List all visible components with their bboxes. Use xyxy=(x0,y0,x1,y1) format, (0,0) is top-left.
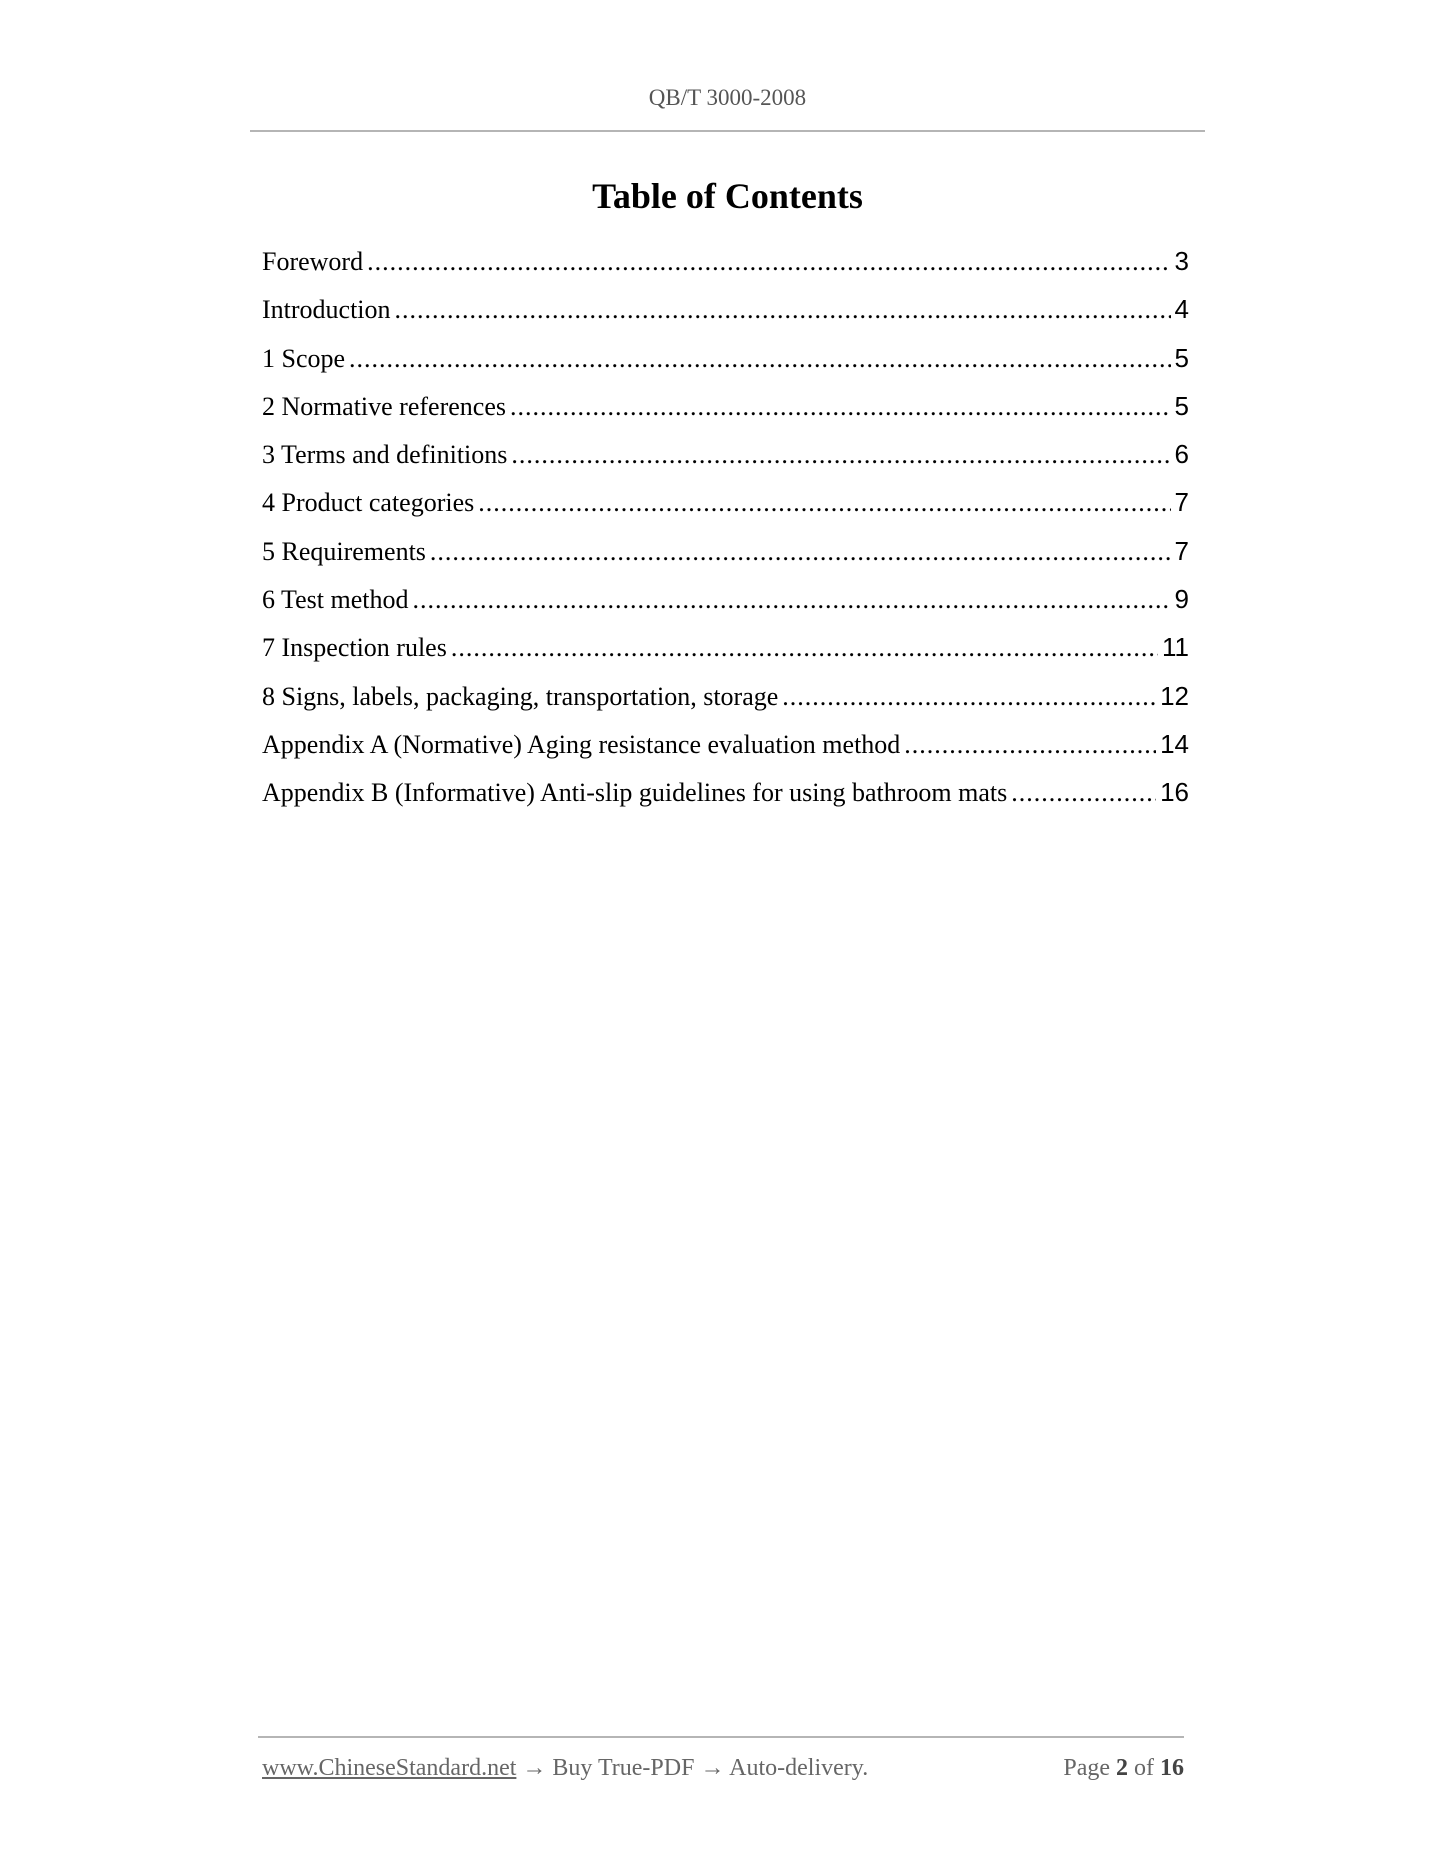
toc-entry-text: 6 Test method xyxy=(262,585,409,615)
toc-entry-text: 8 Signs, labels, packaging, transportation, storage xyxy=(262,681,779,711)
toc-entry-page: 14 xyxy=(1160,728,1189,759)
toc-dot-leader xyxy=(782,677,1156,717)
page-number xyxy=(1063,1755,1184,1782)
toc-entry-normative-references[interactable] xyxy=(262,386,1189,434)
toc-entry-page: 5 xyxy=(1174,342,1189,373)
toc-entry-text: 7 Inspection rules xyxy=(262,633,447,663)
toc-dot-leader xyxy=(904,725,1156,765)
toc-dot-leader xyxy=(511,435,1170,475)
toc-entry-page: 11 xyxy=(1162,632,1189,663)
toc-dot-leader xyxy=(430,532,1171,572)
toc-entry-text: Appendix A (Normative) Aging resistance evaluation method xyxy=(262,729,901,759)
toc-entry-text: 5 Requirements xyxy=(262,536,426,566)
delivery-text: Auto-delivery. xyxy=(729,1755,869,1781)
toc-entry-text: Foreword xyxy=(262,247,364,276)
arrow-right-icon: → xyxy=(700,1755,725,1781)
toc-dot-leader xyxy=(1011,773,1156,813)
toc-entry-page: 7 xyxy=(1174,535,1189,566)
footer-divider xyxy=(258,1736,1184,1738)
footer-promo xyxy=(262,1755,868,1782)
buy-text: Buy True-PDF xyxy=(552,1755,695,1781)
toc-entry-text: 3 Terms and definitions xyxy=(262,440,508,470)
page-of: of xyxy=(1134,1755,1154,1781)
toc-entry-product-categories[interactable] xyxy=(262,482,1189,530)
page-total: 16 xyxy=(1160,1755,1184,1781)
toc-entry-test-method[interactable] xyxy=(262,579,1189,627)
toc-entry-page: 16 xyxy=(1160,777,1189,808)
toc-title: Table of Contents xyxy=(592,176,863,216)
toc-entry-terms-and-definitions[interactable] xyxy=(262,434,1189,482)
toc-entry-text: 4 Product categories xyxy=(262,488,475,518)
page-current: 2 xyxy=(1116,1755,1128,1781)
website-link[interactable]: www.ChineseStandard.net xyxy=(262,1755,517,1781)
page-label: Page xyxy=(1063,1755,1110,1781)
toc-entry-scope[interactable] xyxy=(262,338,1189,386)
page-footer xyxy=(262,1755,1184,1782)
toc-entry-inspection-rules[interactable] xyxy=(262,627,1189,675)
toc-entry-page: 6 xyxy=(1174,439,1189,470)
toc-entry-signs-labels[interactable] xyxy=(262,676,1189,724)
toc-entry-text: Appendix B (Informative) Anti-slip guidelines for using bathroom mats xyxy=(262,778,1008,808)
table-of-contents xyxy=(262,241,1189,821)
toc-dot-leader xyxy=(478,483,1170,523)
toc-entry-introduction[interactable] xyxy=(262,289,1189,337)
page-header: QB/T 3000-2008 xyxy=(648,85,807,110)
toc-dot-leader xyxy=(395,290,1171,330)
toc-dot-leader xyxy=(367,242,1170,282)
toc-entry-foreword[interactable] xyxy=(262,241,1189,289)
toc-entry-page: 4 xyxy=(1174,294,1189,325)
toc-entry-page: 5 xyxy=(1174,390,1189,421)
toc-entry-requirements[interactable] xyxy=(262,531,1189,579)
toc-entry-text: 1 Scope xyxy=(262,343,346,373)
arrow-right-icon: → xyxy=(522,1755,547,1781)
toc-entry-text: Introduction xyxy=(262,295,391,325)
toc-entry-page: 12 xyxy=(1160,680,1189,711)
header-divider xyxy=(250,130,1205,132)
toc-entry-appendix-a[interactable] xyxy=(262,724,1189,772)
toc-dot-leader xyxy=(510,387,1171,427)
toc-dot-leader xyxy=(412,580,1170,620)
toc-entry-appendix-b[interactable] xyxy=(262,772,1189,820)
toc-dot-leader xyxy=(451,628,1158,668)
toc-entry-page: 3 xyxy=(1174,246,1189,276)
toc-entry-text: 2 Normative references xyxy=(262,391,506,421)
toc-entry-page: 9 xyxy=(1174,584,1189,615)
toc-dot-leader xyxy=(349,339,1170,379)
toc-entry-page: 7 xyxy=(1174,487,1189,518)
